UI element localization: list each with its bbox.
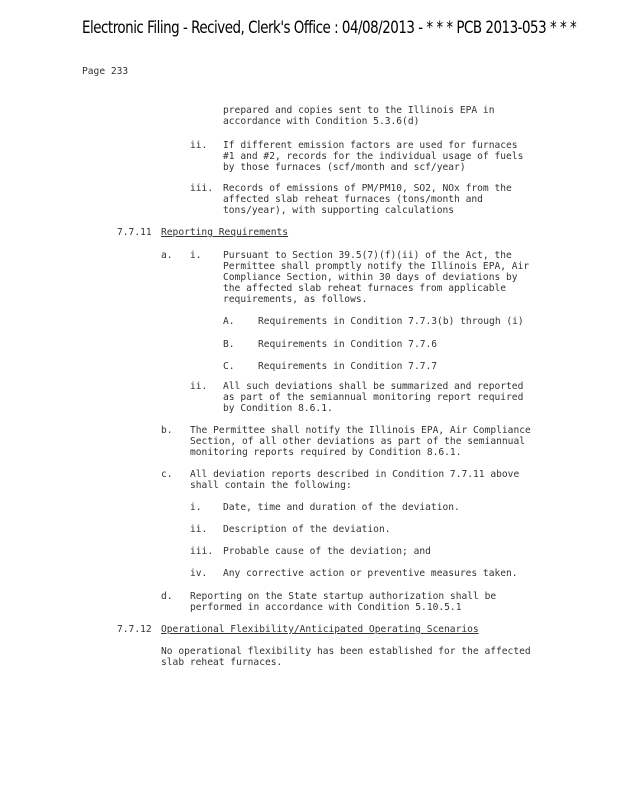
item-a-ii-line-1: All such deviations shall be summarized and reported xyxy=(223,381,524,392)
filing-stamp: Electronic Filing - Recived, Clerk's Office : 04/08/2013 - * * * PCB 2013-053 * * * xyxy=(82,18,577,37)
item-a-i-line-1: Pursuant to Section 39.5(7)(f)(ii) of the Act, the xyxy=(223,250,512,261)
item-a-ii-line-3: by Condition 8.6.1. xyxy=(223,403,333,414)
item-c-ii-number: ii. xyxy=(190,524,208,535)
item-b-line-2: Section, of all other deviations as part of the semiannual xyxy=(190,436,526,447)
item-a-B-label: B. xyxy=(223,339,235,350)
frag-line-2: accordance with Condition 5.3.6(d) xyxy=(223,116,420,127)
item-a-B-text: Requirements in Condition 7.7.6 xyxy=(258,339,438,350)
item-iii-line-3: tons/year), with supporting calculations xyxy=(223,205,455,216)
item-d-line-1: Reporting on the State startup authorization shall be xyxy=(190,591,497,602)
item-a-label: a. xyxy=(161,250,173,261)
section-7711-number: 7.7.11 xyxy=(117,227,152,238)
item-b-line-1: The Permittee shall notify the Illinois EPA, Air Compliance xyxy=(190,425,531,436)
item-a-ii-line-2: as part of the semiannual monitoring report required xyxy=(223,392,524,403)
item-a-i-line-5: requirements, as follows. xyxy=(223,294,368,305)
item-a-i-number: i. xyxy=(190,250,202,261)
item-a-i-line-4: the affected slab reheat furnaces from applicable xyxy=(223,283,507,294)
item-c-i-number: i. xyxy=(190,502,202,513)
item-ii-line-2: #1 and #2, records for the individual usage of fuels xyxy=(223,151,524,162)
item-c-iii-text: Probable cause of the deviation; and xyxy=(223,546,431,557)
item-d-line-2: performed in accordance with Condition 5.10.5.1 xyxy=(190,602,462,613)
item-a-ii-number: ii. xyxy=(190,381,208,392)
section-7712-number: 7.7.12 xyxy=(117,624,152,635)
item-iii-line-1: Records of emissions of PM/PM10, SO2, NOx from the xyxy=(223,183,512,194)
item-c-i-text: Date, time and duration of the deviation. xyxy=(223,502,460,513)
item-c-line-2: shall contain the following: xyxy=(190,480,352,491)
item-a-i-line-2: Permittee shall promptly notify the Illinois EPA, Air xyxy=(223,261,530,272)
item-c-iv-text: Any corrective action or preventive measures taken. xyxy=(223,568,518,579)
item-c-ii-text: Description of the deviation. xyxy=(223,524,391,535)
item-b-label: b. xyxy=(161,425,173,436)
item-iii-line-2: affected slab reheat furnaces (tons/month and xyxy=(223,194,483,205)
item-c-iv-number: iv. xyxy=(190,568,208,579)
frag-line-1: prepared and copies sent to the Illinois EPA in xyxy=(223,105,495,116)
item-c-line-1: All deviation reports described in Condition 7.7.11 above xyxy=(190,469,520,480)
item-ii-number: ii. xyxy=(190,140,208,151)
item-ii-line-1: If different emission factors are used for furnaces xyxy=(223,140,518,151)
item-b-line-3: monitoring reports required by Condition 8.6.1. xyxy=(190,447,462,458)
item-d-label: d. xyxy=(161,591,173,602)
section-7712-line-1: No operational flexibility has been established for the affected xyxy=(161,646,531,657)
section-7711-title: Reporting Requirements xyxy=(161,227,289,238)
item-a-i-line-3: Compliance Section, within 30 days of deviations by xyxy=(223,272,518,283)
item-a-A-text: Requirements in Condition 7.7.3(b) through (i) xyxy=(258,316,524,327)
item-a-C-text: Requirements in Condition 7.7.7 xyxy=(258,361,438,372)
item-a-A-label: A. xyxy=(223,316,235,327)
item-c-label: c. xyxy=(161,469,173,480)
section-7712-title: Operational Flexibility/Anticipated Operating Scenarios xyxy=(161,624,479,635)
page-number: Page 233 xyxy=(82,66,129,77)
item-iii-number: iii. xyxy=(190,183,214,194)
item-a-C-label: C. xyxy=(223,361,235,372)
section-7712-line-2: slab reheat furnaces. xyxy=(161,657,283,668)
item-c-iii-number: iii. xyxy=(190,546,214,557)
item-ii-line-3: by those furnaces (scf/month and scf/year) xyxy=(223,162,466,173)
